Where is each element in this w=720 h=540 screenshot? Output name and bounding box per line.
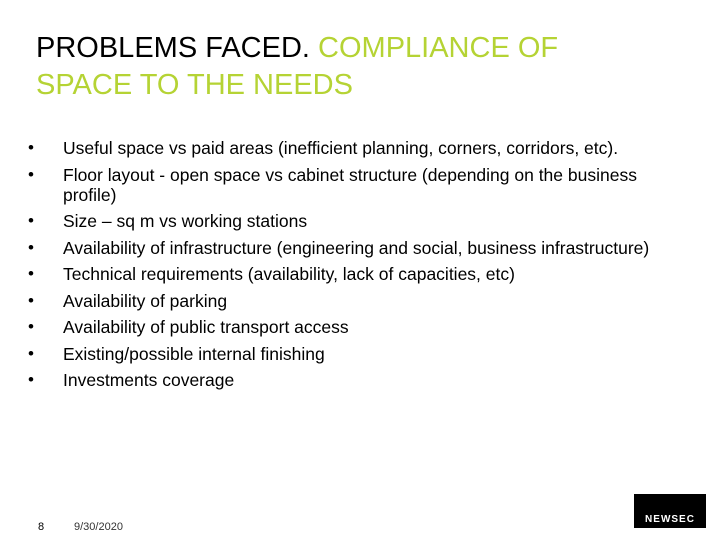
bullet-text: Existing/possible internal finishing — [63, 343, 325, 364]
bullet-list — [28, 138, 678, 397]
bullet-icon: • — [28, 164, 34, 184]
list-item — [28, 138, 678, 158]
bullet-icon: • — [28, 290, 34, 310]
list-item — [28, 317, 678, 337]
bullet-text: Availability of infrastructure (engineering and social, business infrastructure) — [63, 237, 650, 258]
bullet-icon: • — [28, 370, 34, 389]
bullet-text: Availability of public transport access — [63, 317, 349, 337]
bullet-text: Availability of parking — [63, 290, 228, 311]
bullet-icon: • — [28, 237, 34, 257]
footer-date: 9/30/2020 — [74, 521, 123, 533]
list-item — [28, 370, 678, 390]
title-accent-line1: COMPLIANCE OF — [318, 32, 559, 64]
list-item — [28, 165, 678, 205]
bullet-text: Investments coverage — [63, 370, 235, 390]
bullet-text: Useful space vs paid areas (inefficient planning, corners, corridors, etc). — [63, 138, 619, 158]
bullet-icon: • — [28, 317, 34, 336]
slide-title — [36, 30, 676, 104]
page-number: 8 — [38, 521, 45, 533]
list-item — [28, 211, 678, 231]
list-item — [28, 291, 678, 311]
bullet-text: Size – sq m vs working stations — [63, 211, 308, 231]
newsec-logo — [634, 494, 706, 528]
logo-text: NEWSEC — [645, 514, 695, 525]
list-item — [28, 264, 678, 284]
bullet-text: Technical requirements (availability, lack of capacities, etc) — [63, 264, 515, 284]
list-item — [28, 344, 678, 364]
bullet-icon: • — [28, 343, 34, 363]
list-item — [28, 238, 678, 258]
title-main: PROBLEMS FACED. — [36, 32, 310, 64]
bullet-icon: • — [28, 264, 34, 283]
title-accent-line2: SPACE TO THE NEEDS — [36, 69, 353, 101]
bullet-icon: • — [28, 211, 34, 230]
bullet-icon: • — [28, 138, 34, 157]
bullet-text: Floor layout - open space vs cabinet structure (depending on the business profile) — [63, 164, 637, 205]
